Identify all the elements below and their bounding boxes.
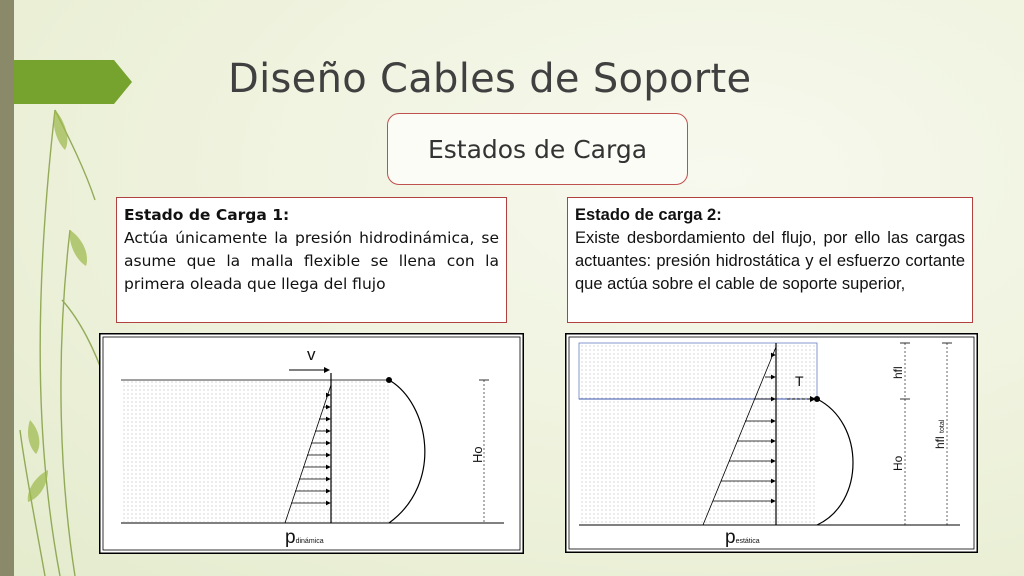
hfl-label: hfl (891, 366, 905, 379)
diagram-load-state-1 (99, 333, 524, 554)
height-label: Ho (470, 446, 485, 463)
load-state-1-heading: Estado de Carga 1: (124, 206, 290, 224)
load-state-2-text: Existe desbordamiento del flujo, por ello las cargas actuantes: presión hidrostática y el esfuerzo cortante que actúa sobre el cable de soporte superior, (575, 229, 965, 293)
water-region (579, 399, 817, 525)
overflow-region (579, 343, 817, 399)
velocity-label: v (307, 345, 316, 364)
title-arrow-icon (14, 60, 134, 104)
water-region (121, 380, 389, 522)
height-label: Ho (891, 455, 905, 471)
pressure-label: pestática (725, 527, 760, 548)
slide-title: Diseño Cables de Soporte (228, 56, 752, 102)
shear-label: T (795, 373, 804, 389)
estados-de-carga-box (387, 113, 688, 185)
diagram-load-state-2 (565, 333, 978, 553)
load-state-1-text: Actúa únicamente la presión hidrodinámica, se asume que la malla flexible se llena con la primera oleada que llega del flujo (124, 229, 499, 293)
cable-curve (389, 380, 425, 523)
cable-anchor-dot (386, 377, 392, 383)
pressure-label: pdinámica (285, 527, 324, 548)
estados-de-carga-label: Estados de Carga (427, 134, 648, 164)
load-state-1-card (116, 197, 507, 323)
cable-anchor-dot (814, 396, 820, 402)
hfl-total-label: hfl total (933, 419, 947, 449)
load-state-2-card (567, 197, 973, 323)
cable-curve (817, 399, 853, 525)
load-state-2-heading: Estado de carga 2: (575, 206, 722, 224)
